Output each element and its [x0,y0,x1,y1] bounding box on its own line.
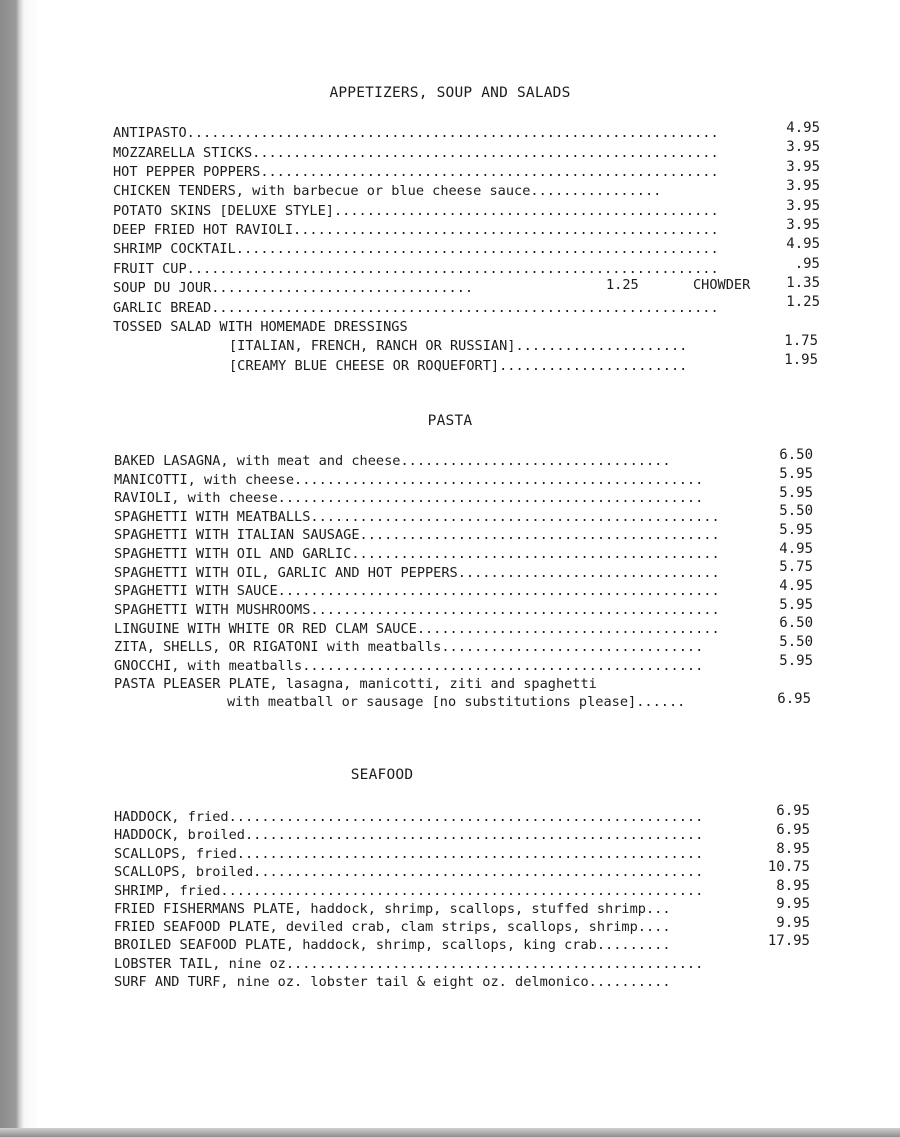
menu-item-price: 5.50 [779,634,813,650]
menu-item: SPAGHETTI WITH SAUCE...................................................... [114,583,720,599]
menu-item: GARLIC BREAD.............................................................. [113,300,719,316]
menu-item-price: 6.50 [779,447,813,463]
menu-item: SHRIMP, fried........................................................... [114,883,704,899]
menu-item: SCALLOPS, fried......................................................... [114,846,704,862]
menu-item: [ITALIAN, FRENCH, RANCH OR RUSSIAN]..................... [229,338,688,354]
page-bottom-edge [0,1128,900,1137]
menu-item: FRIED SEAFOOD PLATE, deviled crab, clam strips, scallops, shrimp.... [114,919,671,935]
menu-item: PASTA PLEASER PLATE, lasagna, manicotti, ziti and spaghetti [114,676,597,692]
menu-item-price: 1.75 [784,333,818,349]
menu-item: SPAGHETTI WITH OIL AND GARLIC............................................. [114,546,720,562]
menu-item-price: 17.95 [767,933,810,949]
menu-item: CHICKEN TENDERS, with barbecue or blue cheese sauce................ [113,183,662,199]
menu-item: SCALLOPS, broiled....................................................... [114,864,704,880]
menu-item-price: 1.35 [786,275,820,291]
menu-item: SOUP DU JOUR................................ [113,280,474,296]
menu-item-price: 8.95 [776,878,810,894]
menu-item-price: 3.95 [786,178,820,194]
menu-item: SPAGHETTI WITH MEATBALLS.................................................. [114,509,720,525]
menu-item: BAKED LASAGNA, with meat and cheese................................. [114,453,671,469]
menu-item-price: 5.50 [779,503,813,519]
menu-item: SPAGHETTI WITH ITALIAN SAUSAGE............................................ [114,527,720,543]
menu-item: SURF AND TURF, nine oz. lobster tail & eight oz. delmonico.......... [114,974,671,990]
menu-item: HADDOCK, fried.......................................................... [114,809,704,825]
menu-item-price: 5.95 [779,653,813,669]
section-title-appetizers: APPETIZERS, SOUP AND SALADS [329,85,571,101]
menu-item-mid-label: CHOWDER [693,277,751,293]
menu-item-price: 5.95 [779,522,813,538]
menu-item: HADDOCK, broiled........................................................ [114,827,704,843]
menu-item-price: 3.95 [786,159,820,175]
menu-item: BROILED SEAFOOD PLATE, haddock, shrimp, scallops, king crab......... [114,937,671,953]
menu-item-price: 10.75 [767,859,810,875]
menu-item: LINGUINE WITH WHITE OR RED CLAM SAUCE..................................... [114,621,720,637]
menu-item-price: 6.50 [779,615,813,631]
menu-item-price: 4.95 [779,578,813,594]
menu-item-price: 5.75 [779,559,813,575]
menu-item: POTATO SKINS [DELUXE STYLE]............................................... [113,203,719,219]
menu-item: SHRIMP COCKTAIL........................................................... [113,241,719,257]
menu-item-price: 4.95 [786,236,820,252]
menu-item-price: 6.95 [776,803,810,819]
menu-item-price: .95 [794,256,820,272]
menu-item: HOT PEPPER POPPERS........................................................ [113,164,719,180]
menu-item-price: 3.95 [786,217,820,233]
menu-item-price: 9.95 [776,915,810,931]
menu-item: FRUIT CUP................................................................. [113,261,719,277]
menu-item: DEEP FRIED HOT RAVIOLI.................................................... [113,222,719,238]
menu-item: ZITA, SHELLS, OR RIGATONI with meatballs................................ [114,639,704,655]
menu-item: with meatball or sausage [no substitutions please]...... [227,694,686,710]
menu-item-price: 6.95 [776,822,810,838]
menu-item: TOSSED SALAD WITH HOMEMADE DRESSINGS [113,319,408,335]
menu-item: SPAGHETTI WITH MUSHROOMS.................................................. [114,602,720,618]
menu-item: SPAGHETTI WITH OIL, GARLIC AND HOT PEPPERS................................ [114,565,720,581]
menu-item-price: 5.95 [779,597,813,613]
menu-item: GNOCCHI, with meatballs................................................. [114,658,704,674]
menu-item-price: 5.95 [779,466,813,482]
menu-item: RAVIOLI, with cheese.................................................... [114,490,704,506]
menu-item-price: 4.95 [786,120,820,136]
section-title-pasta: PASTA [427,413,473,429]
menu-item: MOZZARELLA STICKS......................................................... [113,145,719,161]
menu-item: LOBSTER TAIL, nine oz................................................... [114,956,704,972]
menu-item-price: 8.95 [776,841,810,857]
section-title-seafood: SEAFOOD [350,767,414,783]
menu-item-price: 3.95 [786,139,820,155]
menu-item: [CREAMY BLUE CHEESE OR ROQUEFORT]....................... [229,358,688,374]
menu-item-price: 5.95 [779,485,813,501]
menu-item-price: 1.95 [784,352,818,368]
menu-item-price: 1.25 [786,294,820,310]
menu-item-price: 3.95 [786,198,820,214]
menu-item-price: 6.95 [777,691,811,707]
menu-item: ANTIPASTO................................................................. [113,125,719,141]
menu-item-price: 4.95 [779,541,813,557]
menu-item-mid-price: 1.25 [606,277,639,293]
menu-item: FRIED FISHERMANS PLATE, haddock, shrimp, scallops, stuffed shrimp... [114,901,671,917]
menu-item: MANICOTTI, with cheese.................................................. [114,472,704,488]
menu-item-price: 9.95 [776,896,810,912]
